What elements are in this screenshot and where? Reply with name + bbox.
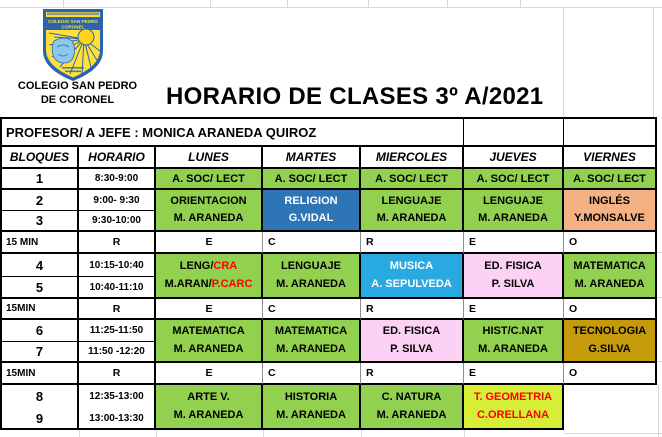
cell-block-number-2[interactable]: 2 (2, 190, 79, 211)
teacher-name: Y.MONSALVE (574, 212, 645, 224)
cell-block-number-1[interactable]: 1 (2, 169, 79, 190)
teacher-row-empty-cell[interactable] (564, 119, 655, 145)
gridline (657, 297, 662, 298)
gridline (520, 0, 521, 7)
school-name-line1: COLEGIO SAN PEDRO (17, 80, 138, 92)
column-header-martes[interactable]: MARTES (263, 147, 361, 169)
recess-letter-cell[interactable]: R (361, 299, 464, 320)
teacher-name: M. ARANEDA (173, 342, 244, 355)
recess-letter-cell[interactable]: R (79, 363, 156, 385)
cell-time-3[interactable]: 9:30-10:00 (79, 211, 156, 232)
cell-viernes-block8-9[interactable] (564, 385, 657, 430)
gridline (368, 0, 369, 7)
cell-time-5[interactable]: 10:40-11:10 (79, 277, 156, 299)
teacher-name: C.ORELLANA (476, 409, 550, 421)
teacher-name: M. ARANEDA (276, 409, 346, 421)
school-name-line2: DE CORONEL (40, 94, 115, 106)
cell-lunes-block4-5[interactable] (156, 254, 263, 299)
cell-time-7[interactable]: 11:50 -12:20 (79, 342, 156, 363)
cell-miercoles-block2-3[interactable] (361, 190, 464, 232)
gridline (63, 0, 64, 7)
cell-block-number-9[interactable]: 9 (2, 408, 79, 430)
recess-letter-cell[interactable]: R (361, 363, 464, 385)
subject-name: ED. FISICA (484, 260, 542, 272)
recess-letter-cell[interactable]: R (361, 232, 464, 254)
recess-letter-cell[interactable]: C (263, 363, 361, 385)
subject-name: TECNOLOGIA (572, 325, 647, 338)
cell-block-number-4[interactable]: 4 (2, 254, 79, 277)
column-header-bloques[interactable]: BLOQUES (2, 147, 79, 169)
recess-letter-cell[interactable]: R (79, 299, 156, 320)
teacher-name: G.VIDAL (288, 212, 334, 224)
crest-band-line2: CORONEL (61, 24, 85, 30)
gridline (657, 361, 662, 362)
cell-block-number-6[interactable]: 6 (2, 320, 79, 342)
cell-jueves-block1[interactable]: A. SOC/ LECT (464, 169, 564, 190)
teacher-name: M. ARANEDA (478, 342, 548, 355)
recess-letter-cell[interactable]: E (464, 299, 564, 320)
cell-lunes-block1[interactable]: A. SOC/ LECT (156, 169, 263, 190)
teacher-part-red: P.CARC (211, 278, 253, 290)
recess-letter-cell[interactable]: E (156, 299, 263, 320)
recess-letter-cell[interactable]: E (464, 363, 564, 385)
subject-name: T. GEOMETRIA (473, 391, 553, 403)
recess-letter-cell[interactable]: C (263, 232, 361, 254)
teacher-name: M. ARANEDA (173, 212, 244, 224)
cell-block-number-5[interactable]: 5 (2, 277, 79, 299)
column-header-miercoles[interactable]: MIERCOLES (361, 147, 464, 169)
teacher-name: M. ARANEDA (376, 212, 447, 224)
teacher-row-label[interactable]: PROFESOR/ A JEFE : MONICA ARANEDA QUIROZ (2, 119, 464, 145)
cell-time-9[interactable]: 13:00-13:30 (79, 408, 156, 430)
column-header-lunes[interactable]: LUNES (156, 147, 263, 169)
gridline (210, 0, 211, 7)
recess-letter-cell[interactable]: E (464, 232, 564, 254)
cell-viernes-block6-7[interactable] (564, 320, 657, 363)
teacher-name: M. ARANEDA (376, 409, 447, 421)
teacher-name (165, 279, 253, 290)
crest-band-line1: COLEGIO SAN PEDRO (48, 19, 98, 24)
teacher-row-empty-cell[interactable] (464, 119, 564, 145)
cell-viernes-block4-5[interactable] (564, 254, 657, 299)
recess-letter-cell[interactable]: R (79, 232, 156, 254)
cell-martes-block1[interactable]: A. SOC/ LECT (263, 169, 361, 190)
crest-figure (52, 38, 74, 63)
cell-viernes-block2-3[interactable] (564, 190, 657, 232)
cell-time-1[interactable]: 8:30-9:00 (79, 169, 156, 190)
cell-jueves-block6-7[interactable] (464, 320, 564, 363)
column-header-jueves[interactable]: JUEVES (464, 147, 564, 169)
cell-block-number-3[interactable]: 3 (2, 211, 79, 232)
schedule-table (0, 145, 657, 430)
cell-viernes-block1[interactable]: A. SOC/ LECT (564, 169, 657, 190)
school-crest-logo (40, 7, 106, 83)
recess-letter-cell[interactable]: C (263, 299, 361, 320)
subject-name: HISTORIA (284, 391, 338, 403)
cell-time-4[interactable]: 10:15-10:40 (79, 254, 156, 277)
cell-time-2[interactable]: 9:00- 9:30 (79, 190, 156, 211)
teacher-name: M. ARANEDA (173, 409, 244, 421)
gridline (658, 383, 659, 437)
gridline (287, 0, 288, 7)
subject-name: ARTE V. (187, 391, 230, 403)
gridline (653, 7, 654, 117)
cell-block-number-8[interactable]: 8 (2, 385, 79, 408)
gridline (563, 7, 564, 117)
teacher-name: M. ARANEDA (276, 342, 346, 355)
column-header-viernes[interactable]: VIERNES (564, 147, 657, 169)
cell-lunes-block2-3[interactable] (156, 190, 263, 232)
teacher-name: P. SILVA (491, 278, 535, 290)
subject-part-red: CRA (213, 260, 238, 272)
subject-name: LENGUAJE (381, 195, 442, 207)
teacher-name: M. ARANEDA (574, 278, 645, 290)
teacher-part-black: M.ARAN/ (164, 278, 212, 290)
cell-lunes-block8-9[interactable] (156, 385, 263, 430)
cell-miercoles-block1[interactable]: A. SOC/ LECT (361, 169, 464, 190)
subject-name: HIST/C.NAT (482, 325, 544, 338)
crest-sun (78, 29, 94, 45)
recess-letter-cell[interactable]: E (156, 363, 263, 385)
recess-label[interactable]: 15MIN (2, 363, 79, 385)
teacher-name: M. ARANEDA (478, 212, 548, 224)
teacher-name: G.SILVA (588, 342, 631, 355)
cell-martes-block2-3[interactable] (263, 190, 361, 232)
recess-label[interactable]: 15MIN (2, 299, 79, 320)
cell-block-number-7[interactable]: 7 (2, 342, 79, 363)
cell-jueves-block2-3[interactable] (464, 190, 564, 232)
cell-martes-block8-9[interactable] (263, 385, 361, 430)
cell-time-8[interactable]: 12:35-13:00 (79, 385, 156, 408)
subject-name: ED. FISICA (382, 325, 441, 338)
school-name (5, 79, 150, 107)
recess-letter-cell[interactable]: E (156, 232, 263, 254)
subject-name: C. NATURA (381, 391, 442, 403)
cell-martes-block4-5[interactable] (263, 254, 361, 299)
cell-martes-block6-7[interactable] (263, 320, 361, 363)
subject-part-black: LENG/ (179, 260, 214, 272)
recess-label[interactable]: 15 MIN (2, 232, 79, 254)
page-title: HORARIO DE CLASES 3º A/2021 (166, 83, 544, 110)
gridline (564, 433, 662, 434)
cell-miercoles-block8-9[interactable] (361, 385, 464, 430)
subject-name: MUSICA (389, 260, 434, 272)
cell-jueves-block4-5[interactable] (464, 254, 564, 299)
cell-miercoles-block6-7[interactable] (361, 320, 464, 363)
gridline (657, 252, 662, 253)
recess-letter-cell[interactable]: O (564, 363, 657, 385)
cell-time-6[interactable]: 11:25-11:50 (79, 320, 156, 342)
subject-name: MATEMATICA (274, 325, 348, 338)
cell-lunes-block6-7[interactable] (156, 320, 263, 363)
subject-name: INGLÉS (589, 195, 630, 207)
column-header-horario[interactable]: HORARIO (79, 147, 156, 169)
subject-name: LENGUAJE (281, 260, 341, 272)
subject-name: RELIGION (284, 195, 338, 207)
teacher-name: P. SILVA (390, 342, 433, 355)
cell-miercoles-block4-5[interactable] (361, 254, 464, 299)
subject-name: ORIENTACION (170, 195, 247, 207)
subject-name (180, 261, 237, 272)
recess-letter-cell[interactable]: O (564, 299, 657, 320)
subject-name: MATEMATICA (172, 325, 245, 338)
cell-jueves-block8-9[interactable] (464, 385, 564, 430)
teacher-name: M. ARANEDA (276, 278, 346, 290)
recess-letter-cell[interactable]: O (564, 232, 657, 254)
subject-name: MATEMATICA (573, 260, 646, 272)
teacher-name: A. SEPULVEDA (371, 278, 452, 290)
gridline (447, 0, 448, 7)
subject-name: LENGUAJE (483, 195, 543, 207)
teacher-row (0, 117, 657, 145)
